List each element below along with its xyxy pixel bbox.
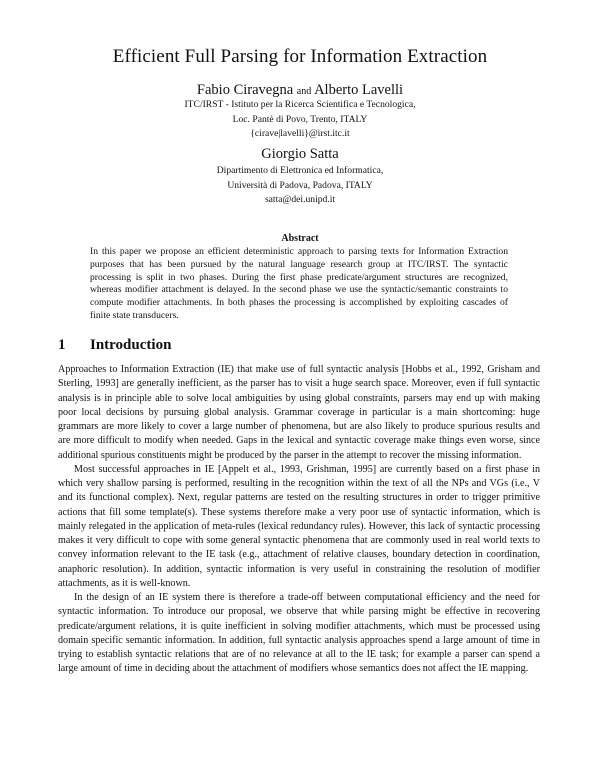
body-paragraph: Most successful approaches in IE [Appelt et al., 1993, Grishman, 1995] are currently based on a first phase in which very shallow parsing is performed, resulting in the recognition within the text of all the NPs and VGs (i.e., V and its functional complex). Next, regular patterns are tested on the resulting structures in order to trigger primitive actions that fill some template(s). These systems therefore make a very poor use of syntactic information, which is mainly relegated in the application of meta-rules (lexical redundancy rules). However, this lack of syntactic processing makes it very difficult to cope with some general syntactic phenomena that are commonly used in real world texts to convey information relevant to the IE task (e.g., attachment of relative clauses, boundary detection in coordination, anaphoric resolution). In addition, syntactic information is very useful in constraining the resolution of modifier attachments, as it is well-known. [58, 463, 540, 589]
authors-group-1 [0, 82, 600, 99]
affiliation-email: satta@dei.unipd.it [264, 194, 336, 206]
abstract-heading: Abstract [281, 233, 319, 244]
section-heading [58, 337, 171, 354]
affiliation-email: {cirave|lavelli}@irst.itc.it [250, 128, 350, 140]
affiliation-line: Università di Padova, Padova, ITALY [227, 179, 373, 191]
introduction-body [58, 363, 540, 677]
abstract-text: In this paper we propose an efficient deterministic approach to parsing texts for Information Extraction purposes that has been pursued by the natural language research group at ITC/IRST. The syntactic processing is split in two phases. During the first phase predicate/argument structures are recognized, whereas modifier attachment is delayed. In the second phase we use the syntactic/semantic constraints to compute modifier attachments. In both phases the processing is accomplished by exploiting cascades of finite state transducers. [90, 246, 508, 321]
affiliation-line: Loc. Pantè di Povo, Trento, ITALY [232, 113, 368, 125]
paper-title: Efficient Full Parsing for Information Extraction [112, 46, 488, 67]
affiliation-line: ITC/IRST - Istituto per la Ricerca Scientifica e Tecnologica, [184, 99, 416, 110]
affiliation-line: Dipartimento di Elettronica ed Informatica, [216, 165, 384, 176]
affiliation-1 [0, 98, 600, 142]
section-title: Introduction [90, 337, 172, 353]
body-paragraph: In the design of an IE system there is therefore a trade-off between computational efficiency and the need for syntactic information. To introduce our proposal, we observe that while parsing might be effective in recovering predicate/argument relations, it is quite inefficient in solving modifier attachments, which must be processed using domain specific semantic information. In addition, full syntactic analysis approaches spend a large amount of time in trying to establish syntactic relations that are of no relevance at all to the IE task; for example a parser can spend a large amount of time in deciding about the attachment of modifiers whose semantics does not affect the IE mapping. [58, 592, 540, 675]
body-paragraph: Approaches to Information Extraction (IE) that make use of full syntactic analysis [Hobbs et al., 1992, Grisham and Sterling, 1993] are generally inefficient, as the parser has to visit a huge search space. Moreover, even if full syntactic analysis is in principle able to solve local ambiguities by using global constraints, parsers may end up with making poor local decisions by pursuing global analysis. Grammar coverage in particular is a main shortcoming: huge grammars are more likely to cover a large number of phenomena, but are also likely to produce spurious results and are more difficult to modify when needed. Gaps in the lexical and syntactic coverage make things even worse, since additional spurious constituents might be produced by the parser in the attempt to recover the missing information. [58, 364, 540, 461]
author-name: Alberto Lavelli [314, 82, 404, 98]
affiliation-2 [0, 164, 600, 208]
author-2: Giorgio Satta [261, 146, 339, 162]
section-number: 1 [58, 337, 66, 353]
author-connector: and [296, 86, 312, 97]
author-name: Fabio Ciravegna [196, 82, 294, 98]
